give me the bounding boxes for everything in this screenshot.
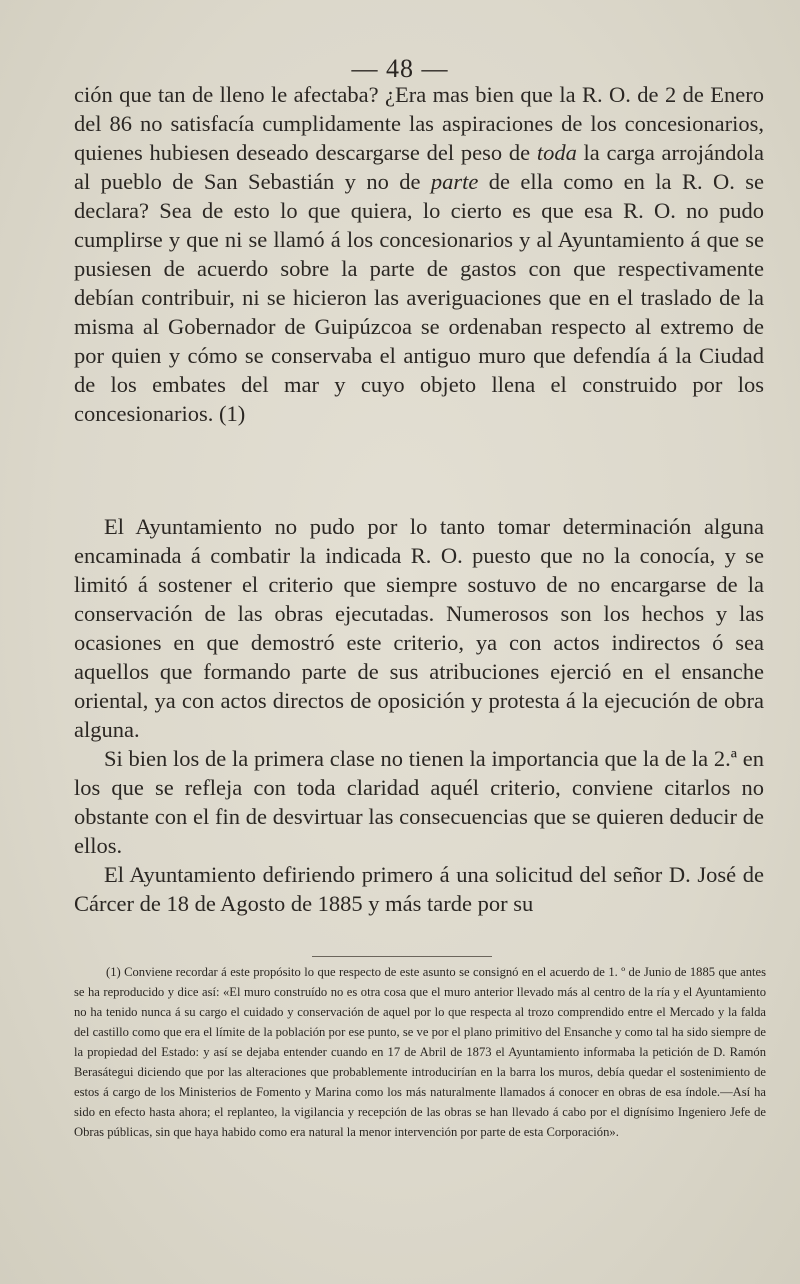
paragraph-continuation — [74, 80, 764, 428]
emphasis-toda: toda — [536, 140, 577, 165]
text-block-top — [74, 80, 764, 428]
paragraph-3: Si bien los de la primera clase no tienen la importancia que la de la 2.ª en los que se refleja con toda claridad aquél criterio, conviene citarlos no obstante con el fin de desvirtuar las consecuencias que se quieren deducir de ellos. — [74, 746, 764, 858]
footnote-divider — [312, 956, 492, 957]
paragraph-2: El Ayuntamiento no pudo por lo tanto tomar determinación alguna encaminada á combatir la indicada R. O. puesto que no la conocía, y se limitó á sostener el criterio que siempre sostuvo de no encargarse de la conservación de las obras ejecutadas. Numerosos son los hechos y las ocasiones en que demostró este criterio, ya con actos indirectos ó sea aquellos que formando parte de sus atribuciones ejerció en el ensanche oriental, ya con actos directos de oposición y protesta á la ejecución de obra alguna. — [74, 514, 764, 742]
paragraph-1-part-2: la carga arrojándola al pueblo de San Sebastián y no de — [74, 140, 765, 194]
paragraph-4: El Ayuntamiento defiriendo primero á una solicitud del señor D. José de Cárcer de 18 de Agosto de 1885 y más tarde por su — [74, 862, 764, 916]
page-number: — 48 — — [351, 54, 449, 83]
text-block-bottom — [74, 512, 764, 918]
paragraph-1-part-1: ción que tan de lleno le afectaba? ¿Era mas bien que la R. O. de 2 de Enero del 86 no satisfacía cumplidamente las aspiraciones de los concesionarios, quienes hubiesen deseado descargarse del peso de — [74, 82, 764, 165]
emphasis-parte: parte — [430, 169, 479, 194]
footnote-text: (1) Conviene recordar á este propósito lo que respecto de este asunto se consignó en el acuerdo de 1. º de Junio de 1885 que antes se ha reproducido y dice así: «El muro construído no es otra cosa que el muro anterior llevado más al centro de la ría y el Ayuntamiento no ha tenido nunca á su cargo el cuidado y conservación de aquel por lo que respecta al trozo comprendido entre el Mercado y la falda del castillo como que era el límite de la población por ese punto, se ve por el plano primitivo del Ensanche y como tal ha sido siempre de la propiedad del Estado: y así se dejaba entender cuando en 17 de Abril de 1873 el Ayuntamiento informaba la petición de D. Ramón Berasátegui diciendo que por las alteraciones que probablemente introducirían en la barra los muros, debía quedar el sostenimiento de estos á cargo de los Ministerios de Fomento y Marina como los más naturalmente llamados á conocer en obras de esa índole.—Así ha sido en efecto hasta ahora; el replanteo, la vigilancia y recepción de las obras se han llevado á cabo por el dignísimo Ingeniero Jefe de Obras públicas, sin que haya habido como era natural la menor intervención por parte de esta Corporación». — [74, 965, 766, 1139]
footnote — [74, 962, 766, 1142]
paragraph-1-part-3: de ella como en la R. O. se declara? Sea de esto lo que quiera, lo cierto es que esa R. O. no pudo cumplirse y que ni se llamó á los concesionarios y al Ayuntamiento á que se pusiesen de acuerdo sobre la parte de gastos con que respectivamente debían contribuir, ni se hicieron las averiguaciones que en el traslado de la misma al Gobernador de Guipúzcoa se ordenaban respecto al extremo de por quien y cómo se conservaba el antiguo muro que defendía á la Ciudad de los embates del mar y cuyo objeto llena el construido por los concesionarios. (1) — [74, 169, 764, 426]
